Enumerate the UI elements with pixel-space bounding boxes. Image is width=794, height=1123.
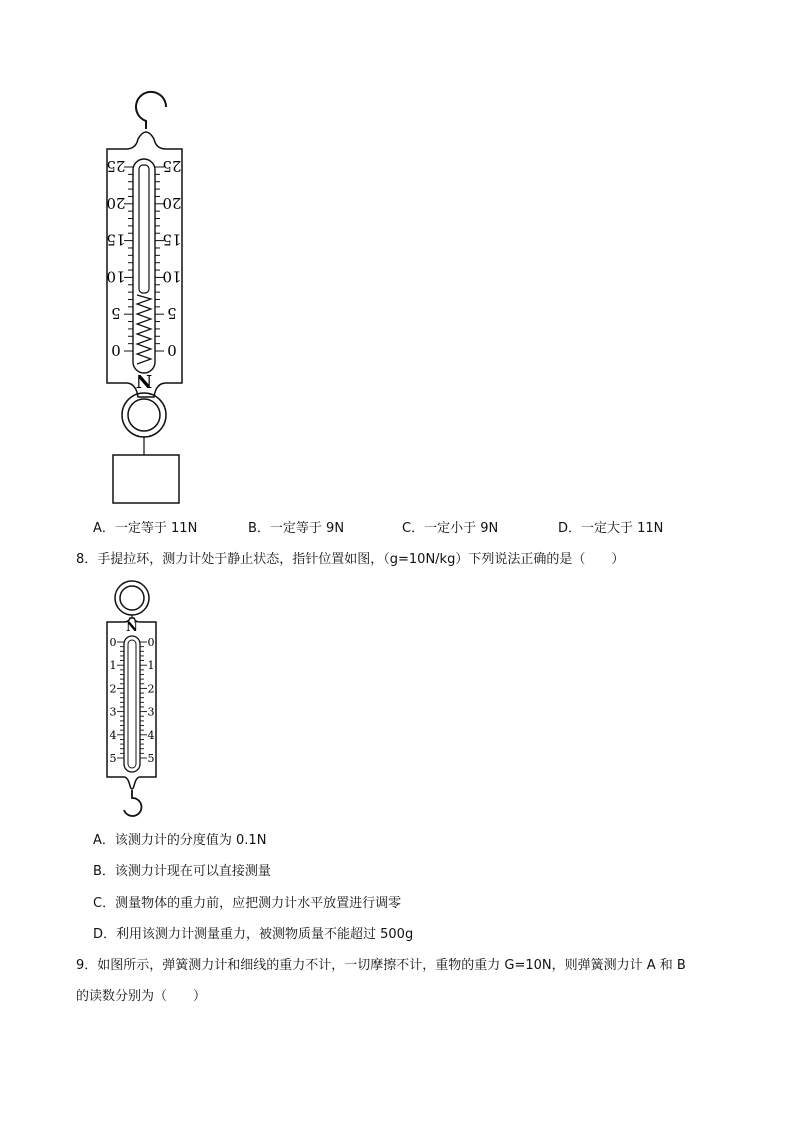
- scale-label-right: 2: [147, 682, 155, 696]
- scale-label-left: 15: [106, 230, 126, 249]
- scale-label-right: 4: [147, 728, 155, 742]
- scale-label-right: 1: [147, 659, 155, 673]
- scale-label-right: 10: [162, 267, 182, 286]
- scale-label-right: 3: [147, 705, 155, 719]
- figure-spring-scale-upright: [100, 578, 170, 823]
- scale-label-left: 3: [109, 705, 117, 719]
- scale-label-left: 4: [109, 728, 117, 742]
- q8-option-a[interactable]: A．该测力计的分度值为 0.1N: [93, 833, 267, 848]
- unit-label: N: [135, 370, 153, 391]
- scale-label-left: 0: [109, 636, 117, 649]
- scale-label-right: 15: [162, 230, 182, 249]
- scale-label-right: 20: [162, 193, 182, 212]
- scale-label-right: 0: [167, 341, 177, 359]
- scale-label-right: 0: [147, 636, 155, 649]
- q7-option-d[interactable]: D．一定大于 11N: [558, 521, 664, 536]
- scale-label-left: 5: [111, 304, 121, 323]
- q8-stem: 8．手提拉环，测力计处于静止状态，指针位置如图，（g=10N/kg）下列说法正确的是（ ）: [76, 552, 625, 567]
- pointer-rod: [139, 165, 149, 293]
- scale-label-left: 0: [111, 341, 121, 359]
- weight-block: [113, 455, 179, 503]
- scale-label-left: 2: [109, 682, 117, 696]
- q8-option-b[interactable]: B．该测力计现在可以直接测量: [93, 864, 271, 879]
- scale-label-left: 25: [106, 157, 126, 175]
- scale-label-left: 5: [109, 752, 117, 765]
- scale-label-right: 5: [147, 752, 155, 765]
- scale-label-left: 20: [106, 193, 126, 212]
- scale-label-left: 1: [109, 659, 117, 673]
- q9-stem-line1: 9．如图所示，弹簧测力计和细线的重力不计，一切摩擦不计，重物的重力 G=10N，则弹簧测力计 A 和 B: [76, 958, 686, 973]
- pull-ring-inner: [128, 399, 160, 431]
- q8-option-c[interactable]: C．测量物体的重力前，应把测力计水平放置进行调零: [93, 896, 402, 911]
- q7-option-b[interactable]: B．一定等于 9N: [248, 521, 345, 536]
- q8-option-d[interactable]: D．利用该测力计测量重力，被测物质量不能超过 500g: [93, 927, 414, 942]
- scale-label-right: 5: [167, 304, 177, 323]
- bottom-hook-icon: [124, 790, 141, 816]
- q9-stem-line2: 的读数分别为（ ）: [76, 989, 207, 1004]
- pointer-rod: [128, 640, 136, 768]
- pull-ring-inner: [120, 586, 144, 610]
- scale-label-right: 25: [162, 157, 182, 175]
- scale-label-left: 10: [106, 267, 126, 286]
- figure-spring-scale-inverted: [100, 85, 200, 510]
- top-hook-icon: [136, 92, 166, 129]
- q7-option-a[interactable]: A．一定等于 11N: [93, 521, 198, 536]
- unit-label: N: [126, 620, 138, 635]
- q7-option-c[interactable]: C．一定小于 9N: [402, 521, 499, 536]
